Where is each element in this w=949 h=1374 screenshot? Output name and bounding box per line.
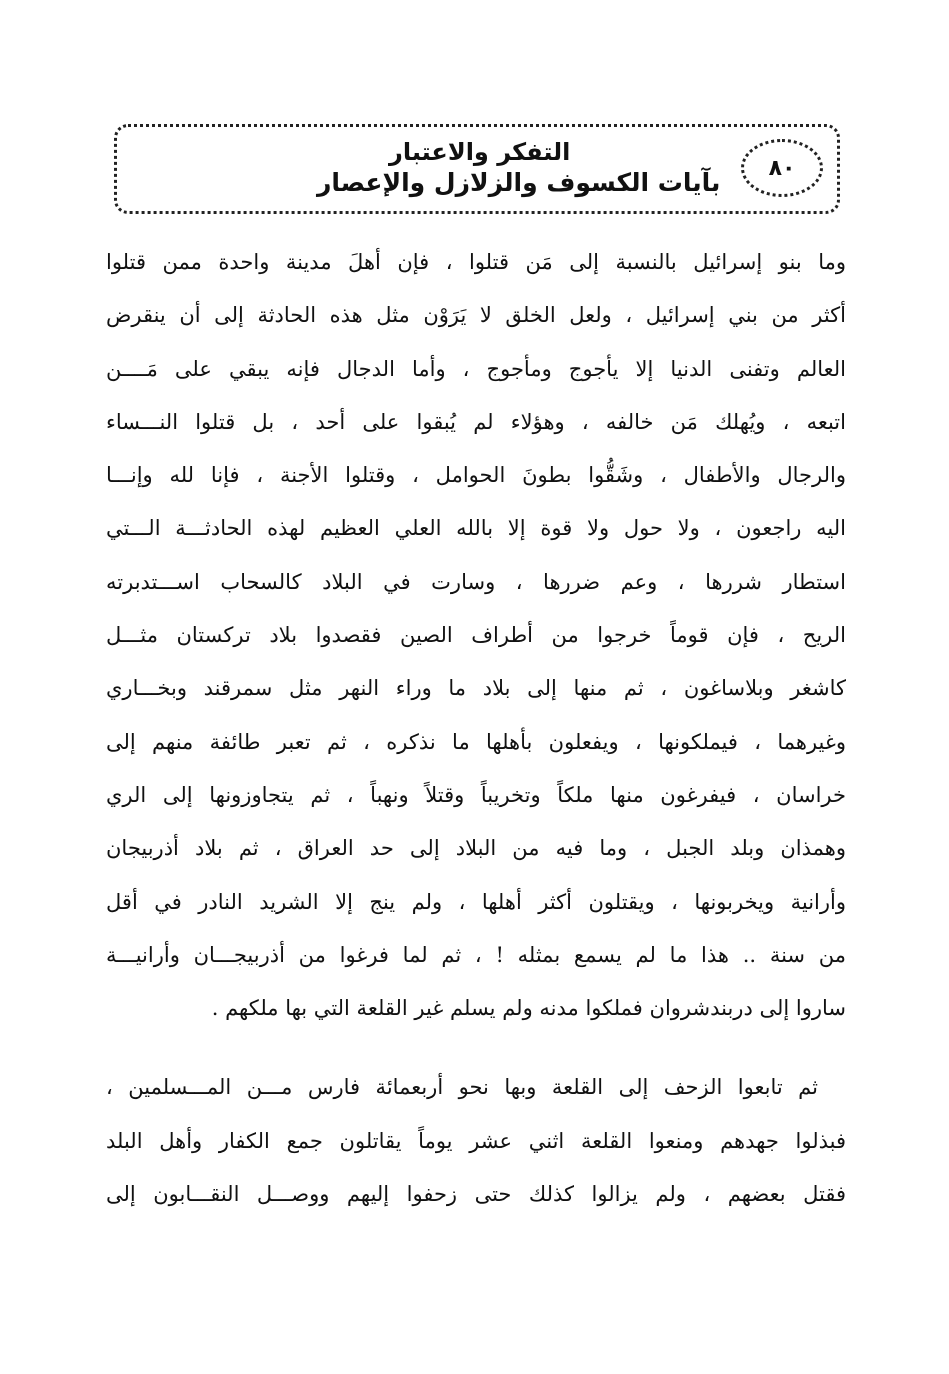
text-line: وما بنو إسرائيل بالنسبة إلى مَن قتلوا ، فإن أهلَ مدينة واحدة ممن قتلوا [106, 250, 846, 274]
text-line: العالم وتفنى الدنيا إلا يأجوج ومأجوج ، وأما الدجال فإنه يبقي على مَــــن [106, 356, 846, 381]
text-line: فقتل بعضهم ، ولم يزالوا كذلك حتى زحفوا إليهم ووصـــل النقـــابون إلى [106, 1182, 846, 1207]
page-number-badge [741, 139, 823, 197]
text-line: أكثر من بني إسرائيل ، ولعل الخلق لا يَرَوْن مثل هذه الحادثة إلى أن ينقرض [106, 303, 846, 328]
text-line: ثم تابعوا الزحف إلى القلعة وبها نحو أربعمائة فارس مـــن المـــسلمين ، [106, 1075, 818, 1100]
text-line: ساروا إلى دربندشروان فملكوا مدنه ولم يسلم غير القلعة التي بها ملكهم . [211, 996, 846, 1021]
text-line: وأرانية ويخربونها ، ويقتلون أكثر أهلها ، ولم ينج إلا الشريد النادر في أقل [106, 889, 846, 914]
text-line: خراسان ، فيفرغون منها ملكاً وتخريباً وقتلاً ونهباً ، ثم يتجاوزونها إلى الري [106, 782, 846, 807]
paragraph [106, 236, 846, 1035]
text-line: فبذلوا جهدهم ومنعوا القلعة اثني عشر يوماً يقاتلون جمع الكفار وأهل البلد [106, 1128, 846, 1153]
text-line: اليه راجعون ، ولا حول ولا قوة إلا بالله العلي العظيم لهذه الحادثـــة الـــتي [106, 516, 846, 541]
text-line: الريح ، فإن قوماً خرجوا من أطراف الصين فقصدوا بلاد تركستان مثـــل [106, 623, 846, 648]
text-line: استطار شررها ، وعم ضررها ، وسارت في البلاد كالسحاب اســـتدبرته [106, 569, 846, 594]
header-frame [114, 124, 840, 214]
body-text [106, 236, 846, 1221]
book-title-line-2: بآيات الكسوف والزلازل والإعصار [317, 168, 721, 197]
text-line: اتبعه ، ويُهلك مَن خالفه ، وهؤلاء لم يُبقوا على أحد ، بل قتلوا النـــساء [106, 409, 846, 434]
text-line: كاشغر وبلاساغون ، ثم منها إلى بلاد ما وراء النهر مثل سمرقند وبخـــاري [106, 676, 846, 701]
text-line: والرجال والأطفال ، وشَقُّوا بطونَ الحوامل ، وقتلوا الأجنة ، فإنا لله وإنـــا [106, 463, 846, 488]
running-header [269, 137, 789, 199]
page-number: ٨٠ [768, 155, 796, 181]
text-line: وهمذان وبلد الجبل ، وما فيه من البلاد إلى حد العراق ، ثم بلاد أذربيجان [106, 836, 846, 861]
paragraph [106, 1061, 846, 1221]
paragraph-gap [106, 1035, 846, 1061]
text-line: وغيرهما ، فيملكونها ، ويفعلون بأهلها ما نذكره ، ثم تعبر طائفة منهم إلى [106, 729, 846, 754]
book-title-line-1: التفكر والاعتبار [389, 138, 571, 166]
text-line: من سنة .. هذا ما لم يسمع بمثله ! ، ثم لما فرغوا من أذربيجـــان وأرانيـــة [106, 942, 846, 967]
